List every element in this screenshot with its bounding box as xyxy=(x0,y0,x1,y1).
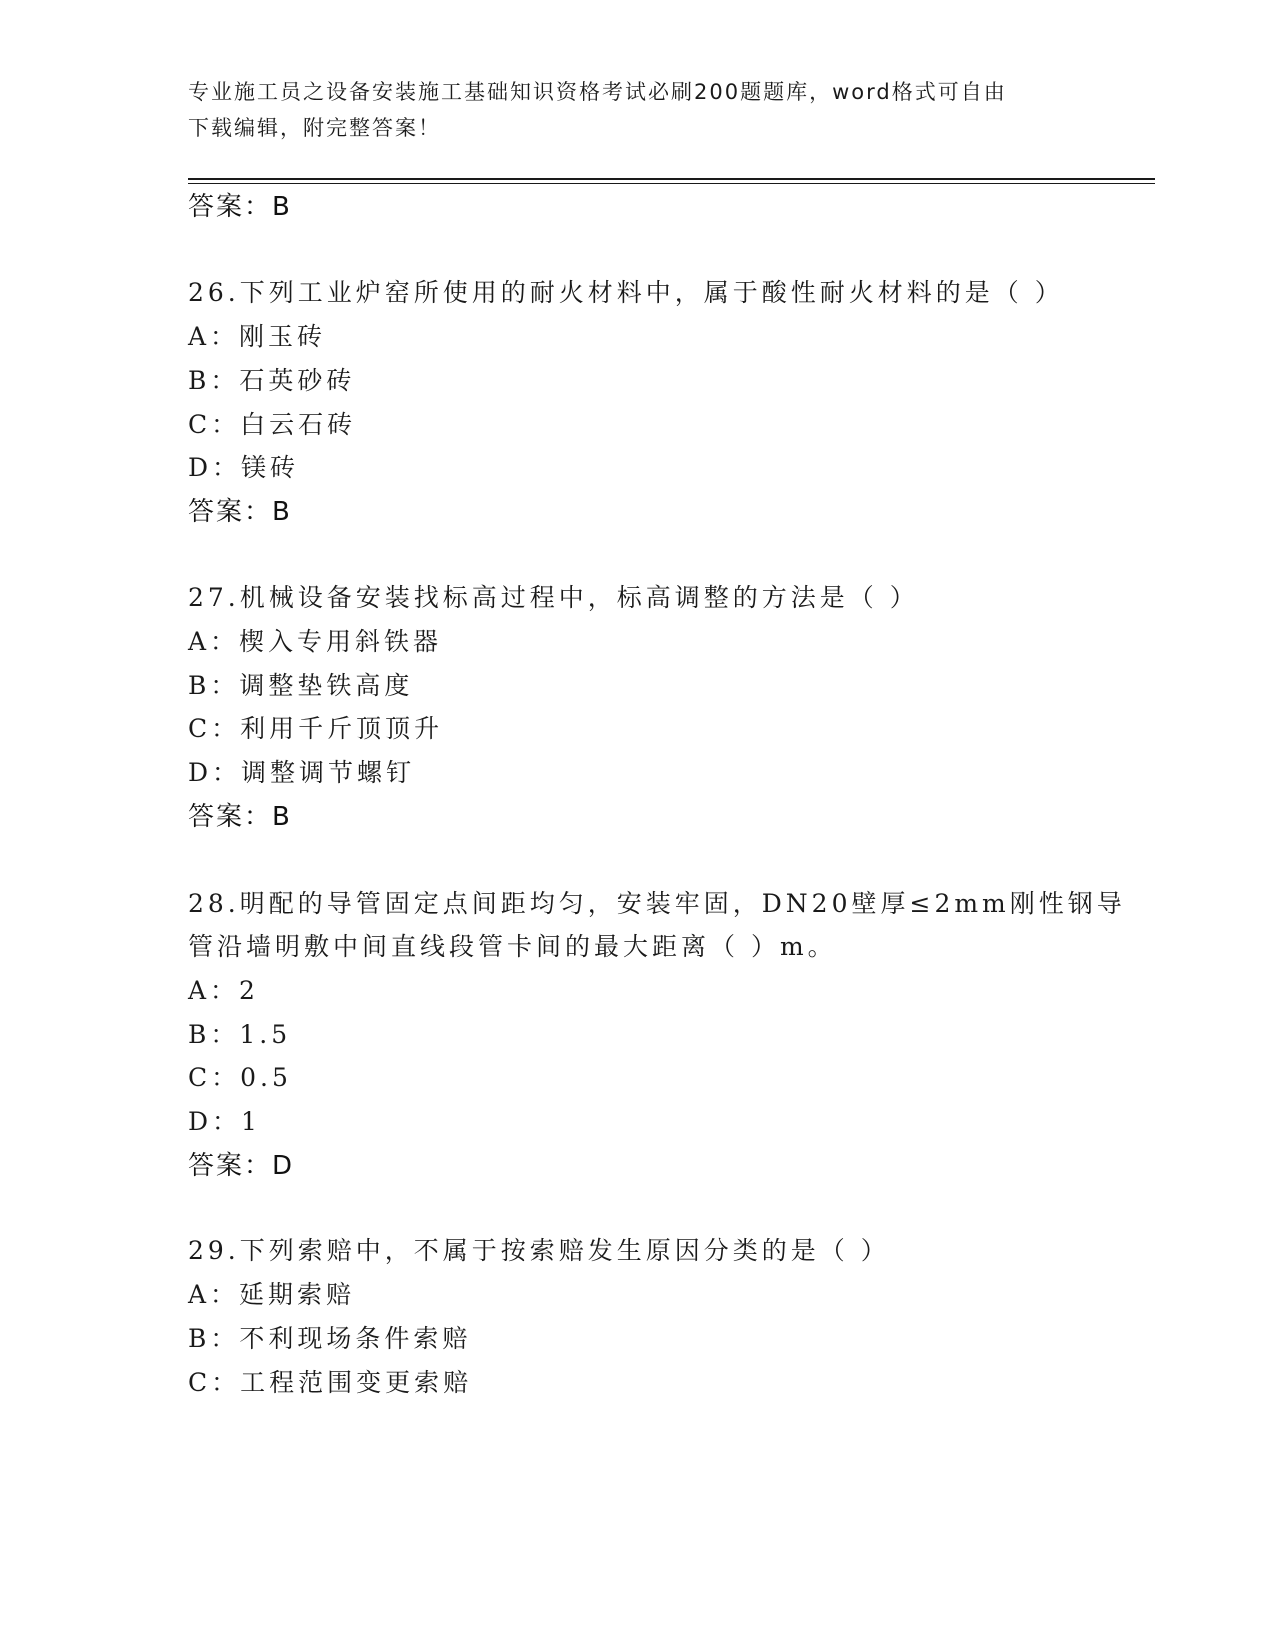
question-26-option-c: C：白云石砖 xyxy=(188,410,357,439)
question-28-option-b: B：1.5 xyxy=(188,1020,292,1049)
question-28-option-c: C：0.5 xyxy=(188,1063,292,1092)
question-27-answer: 答案：B xyxy=(188,802,292,832)
header-line-2: 下载编辑，附完整答案！ xyxy=(188,116,441,140)
question-29-option-b: B：不利现场条件索赔 xyxy=(188,1324,472,1353)
question-26-option-d: D：镁砖 xyxy=(188,453,300,482)
question-28-option-d: D：1 xyxy=(188,1107,261,1136)
question-27-option-a: A：楔入专用斜铁器 xyxy=(188,627,443,656)
question-26-stem: 26.下列工业炉窑所使用的耐火材料中，属于酸性耐火材料的是（ ） xyxy=(188,278,1064,307)
question-28-answer: 答案：D xyxy=(188,1151,295,1181)
previous-question-answer: 答案：B xyxy=(188,192,292,222)
question-29-stem: 29.下列索赔中，不属于按索赔发生原因分类的是（ ） xyxy=(188,1236,890,1265)
document-header xyxy=(188,74,1088,146)
header-line-1: 专业施工员之设备安装施工基础知识资格考试必刷200题题库，word格式可自由 xyxy=(188,80,1007,104)
question-28-stem-line-1: 28.明配的导管固定点间距均匀，安装牢固，DN20壁厚≤2mm刚性钢导 xyxy=(188,889,1126,918)
question-27-option-b: B：调整垫铁高度 xyxy=(188,671,414,700)
question-26-option-a: A：刚玉砖 xyxy=(188,322,327,351)
question-27-option-d: D：调整调节螺钉 xyxy=(188,758,416,787)
question-28-stem-line-2: 管沿墙明敷中间直线段管卡间的最大距离（ ）m。 xyxy=(188,932,837,961)
question-27-option-c: C：利用千斤顶顶升 xyxy=(188,714,444,743)
header-divider-thin xyxy=(188,183,1155,184)
question-28-option-a: A：2 xyxy=(188,976,259,1005)
question-26-option-b: B：石英砂砖 xyxy=(188,366,356,395)
question-27-stem: 27.机械设备安装找标高过程中，标高调整的方法是（ ） xyxy=(188,583,919,612)
question-29-option-c: C：工程范围变更索赔 xyxy=(188,1368,473,1397)
header-divider-thick xyxy=(188,178,1155,180)
question-29-option-a: A：延期索赔 xyxy=(188,1280,356,1309)
question-26-answer: 答案：B xyxy=(188,497,292,527)
